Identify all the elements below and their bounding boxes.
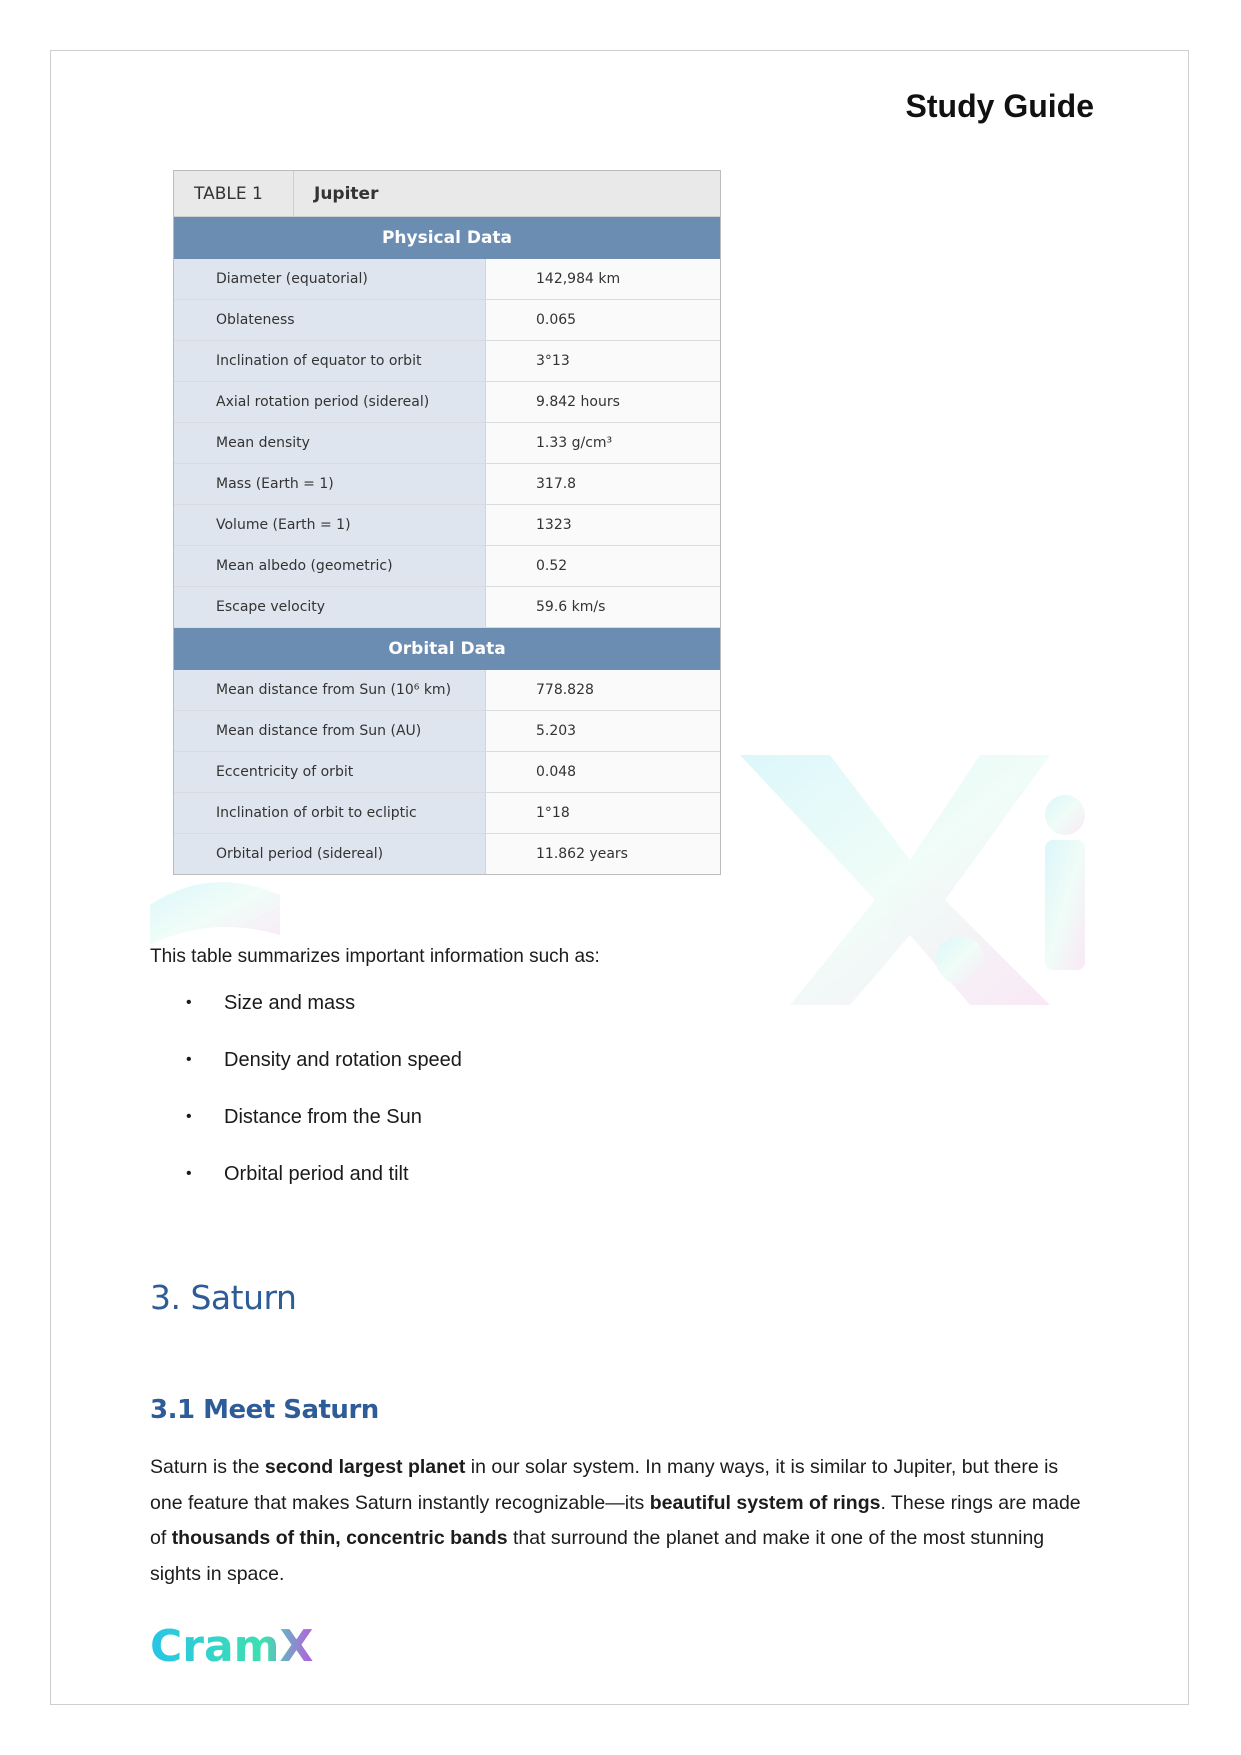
row-label: Mean albedo (geometric) — [174, 546, 486, 586]
table-row — [174, 423, 720, 464]
table-row — [174, 341, 720, 382]
intro-text: This table summarizes important information such as: — [150, 946, 600, 967]
section-heading: 3. Saturn — [150, 1278, 297, 1317]
table-section-header: Physical Data — [174, 217, 720, 259]
table-label: TABLE 1 — [174, 171, 294, 216]
row-label: Mean density — [174, 423, 486, 463]
table-row — [174, 546, 720, 587]
row-value: 1.33 g/cm³ — [486, 423, 720, 463]
header-title: Study Guide — [905, 88, 1094, 124]
row-value: 317.8 — [486, 464, 720, 504]
row-label: Mean distance from Sun (AU) — [174, 711, 486, 751]
bold-phrase: second largest planet — [264, 1456, 466, 1478]
cramx-logo — [150, 1615, 320, 1675]
table-row — [174, 752, 720, 793]
table-row — [174, 711, 720, 752]
text-run: that surround the planet and make it one of the most stunning sights in space. — [150, 1527, 1045, 1585]
row-value: 11.862 years — [486, 834, 720, 874]
row-label: Inclination of equator to orbit — [174, 341, 486, 381]
row-label: Diameter (equatorial) — [174, 259, 486, 299]
list-item-text: Density and rotation speed — [224, 1049, 462, 1071]
row-label: Mass (Earth = 1) — [174, 464, 486, 504]
list-item-text: Distance from the Sun — [224, 1106, 422, 1128]
bold-phrase: beautiful system of rings — [649, 1491, 881, 1514]
text-run: Saturn is the — [150, 1456, 265, 1478]
table-body — [174, 217, 720, 874]
row-label: Mean distance from Sun (10⁶ km) — [174, 670, 486, 710]
bold-phrase: thousands of thin, concentric bands — [171, 1527, 508, 1549]
row-label: Inclination of orbit to ecliptic — [174, 793, 486, 833]
table-row — [174, 793, 720, 834]
table-header — [174, 171, 720, 217]
list-item — [186, 1106, 462, 1163]
logo-text: CramX — [150, 1621, 314, 1672]
row-label: Escape velocity — [174, 587, 486, 627]
row-value: 9.842 hours — [486, 382, 720, 422]
bullet-icon: • — [186, 1108, 192, 1125]
row-value: 3°13 — [486, 341, 720, 381]
subsection-heading: 3.1 Meet Saturn — [150, 1395, 379, 1425]
table-row — [174, 834, 720, 874]
row-value: 0.048 — [486, 752, 720, 792]
list-item — [186, 1163, 462, 1220]
row-value: 142,984 km — [486, 259, 720, 299]
row-label: Eccentricity of orbit — [174, 752, 486, 792]
text-run: . These rings are made of — [150, 1491, 1081, 1549]
list-item-text: Size and mass — [224, 992, 356, 1014]
row-label: Orbital period (sidereal) — [174, 834, 486, 874]
table-row — [174, 300, 720, 341]
row-value: 0.52 — [486, 546, 720, 586]
list-item-text: Orbital period and tilt — [224, 1163, 409, 1185]
table-row — [174, 382, 720, 423]
body-paragraph — [150, 1450, 1090, 1592]
row-value: 5.203 — [486, 711, 720, 751]
bullet-icon: • — [186, 994, 192, 1011]
row-label: Axial rotation period (sidereal) — [174, 382, 486, 422]
table-row — [174, 259, 720, 300]
row-value: 778.828 — [486, 670, 720, 710]
row-value: 0.065 — [486, 300, 720, 340]
row-value: 1°18 — [486, 793, 720, 833]
table-row — [174, 505, 720, 546]
bullet-icon: • — [186, 1165, 192, 1182]
list-item — [186, 1049, 462, 1106]
row-label: Oblateness — [174, 300, 486, 340]
row-value: 59.6 km/s — [486, 587, 720, 627]
table-row — [174, 587, 720, 628]
table-section-header: Orbital Data — [174, 628, 720, 670]
text-run: in our solar system. In many ways, it is similar to Jupiter, but there is one feature that makes Saturn instantly recognizable—its — [150, 1456, 1059, 1514]
row-label: Volume (Earth = 1) — [174, 505, 486, 545]
table-name: Jupiter — [314, 183, 379, 204]
bullet-list — [186, 992, 462, 1220]
table-row — [174, 464, 720, 505]
jupiter-data-table — [173, 170, 721, 875]
table-row — [174, 670, 720, 711]
row-value: 1323 — [486, 505, 720, 545]
list-item — [186, 992, 462, 1049]
bullet-icon: • — [186, 1051, 192, 1068]
